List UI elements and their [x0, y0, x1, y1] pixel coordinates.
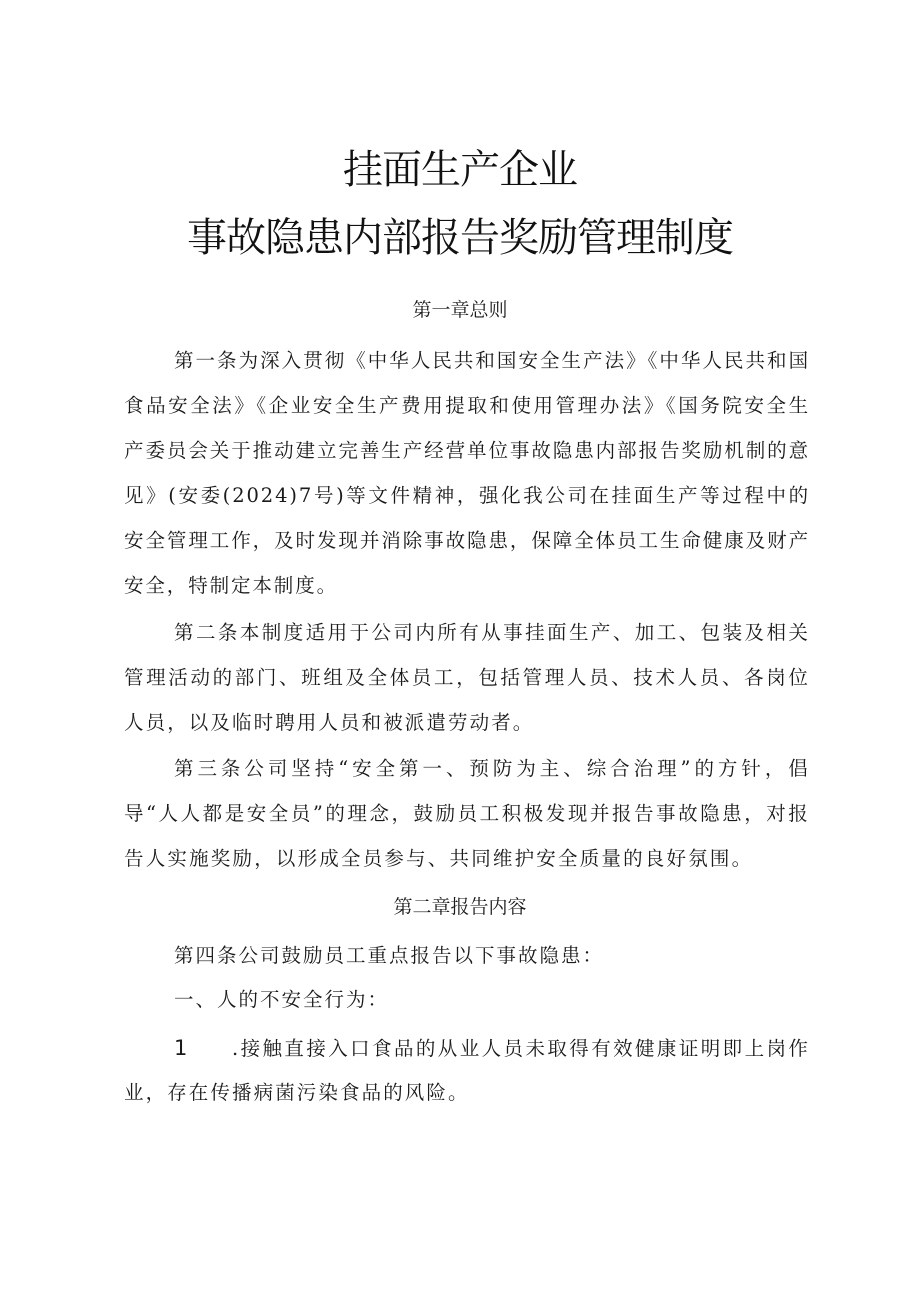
section-heading-unsafe-behavior: 一、人的不安全行为：	[174, 988, 390, 1011]
document-title-line-1: 挂面生产企业	[343, 147, 577, 193]
list-item-number: 1	[174, 1036, 188, 1060]
chapter-1-heading: 第一章总则	[412, 299, 508, 321]
article-2: 第二条本制度适用于公司内所有从事挂面生产、加工、包装及相关管理活动的部门、班组及全体员工，包括管理人员、技术人员、各岗位人员，以及临时聘用人员和被派遣劳动者。	[124, 621, 810, 734]
list-item-1	[124, 1026, 810, 1115]
list-item-text: .接触直接入口食品的从业人员未取得有效健康证明即上岗作业，存在传播病菌污染食品的风险。	[124, 1037, 810, 1104]
chapter-2-heading: 第二章报告内容	[393, 896, 527, 918]
article-4: 第四条公司鼓励员工重点报告以下事故隐患：	[174, 944, 605, 967]
article-1: 第一条为深入贯彻《中华人民共和国安全生产法》《中华人民共和国食品安全法》《企业安全生产费用提取和使用管理办法》《国务院安全生产委员会关于推动建立完善生产经营单位事故隐患内部报告奖励机制的意见》(安委(2024)7号)等文件精神，强化我公司在挂面生产等过程中的安全管理工作，及时发现并消除事故隐患，保障全体员工生命健康及财产安全，特制定本制度。	[124, 349, 810, 597]
document-title-line-2: 事故隐患内部报告奖励管理制度	[187, 215, 733, 261]
article-3: 第三条公司坚持“安全第一、预防为主、综合治理”的方针，倡导“人人都是安全员”的理念，鼓励员工积极发现并报告事故隐患，对报告人实施奖励，以形成全员参与、共同维护安全质量的良好氛围。	[124, 757, 810, 870]
